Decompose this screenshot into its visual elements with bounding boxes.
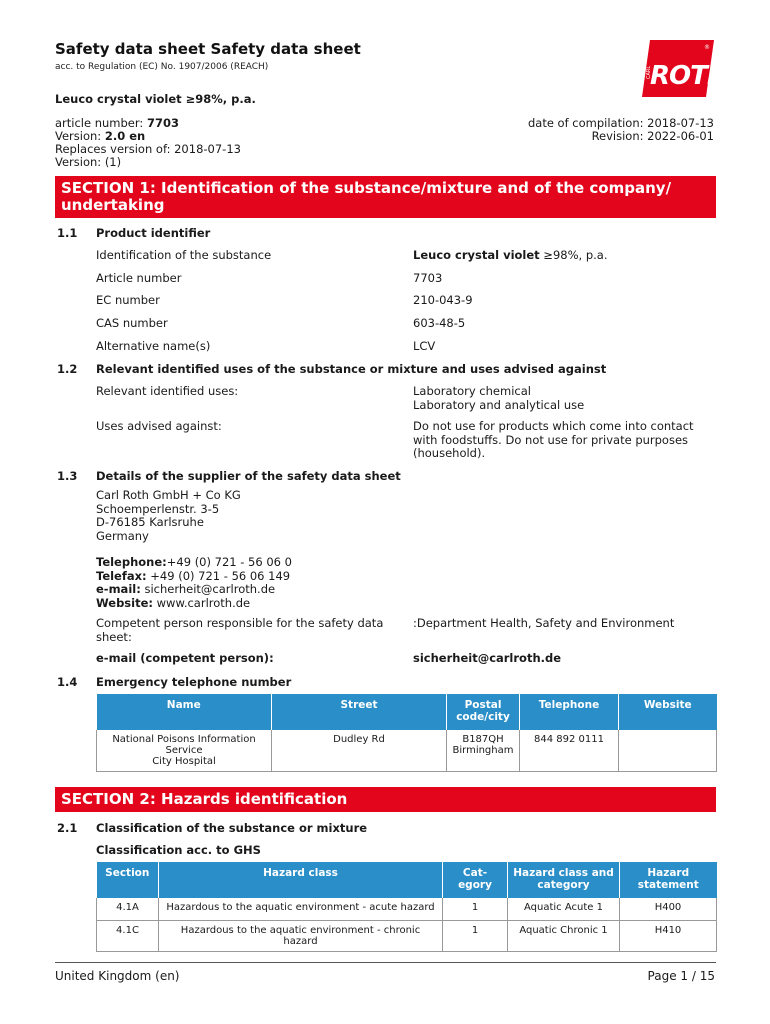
identified-uses-label: Relevant identified uses: <box>96 384 239 398</box>
ec-number-label: EC number <box>96 293 160 307</box>
table-row <box>97 898 717 920</box>
subsection-1-3-title: Details of the supplier of the safety data sheet <box>96 469 401 483</box>
subsection-1-1-title: Product identifier <box>96 226 211 240</box>
svg-text:ROTH: ROT <box>650 61 707 91</box>
subsection-1-1-number: 1.1 <box>57 226 78 240</box>
table-row <box>97 730 717 772</box>
revision-date: Revision: 2022-06-01 <box>591 129 714 143</box>
cell-statement: H410 <box>620 920 717 951</box>
subsection-1-3-number: 1.3 <box>57 469 78 483</box>
cell-class-category: Aquatic Chronic 1 <box>508 920 620 951</box>
cell-category: 1 <box>443 898 508 920</box>
product-name: Leuco crystal violet ≥98%, p.a. <box>55 92 256 106</box>
competent-person-label: Competent person responsible for the safety data sheet: <box>96 616 384 644</box>
subsection-1-2-number: 1.2 <box>57 362 78 376</box>
regulation-subtitle: acc. to Regulation (EC) No. 1907/2006 (REACH) <box>55 62 269 72</box>
subsection-2-1-number: 2.1 <box>57 821 78 835</box>
alternative-name-label: Alternative name(s) <box>96 339 211 353</box>
version-value: 2.0 en <box>104 129 146 143</box>
cas-number-label: CAS number <box>96 316 168 330</box>
column-header-website: Website <box>619 694 717 730</box>
supplier-contacts: Telephone:+49 (0) 721 - 56 06 0 Telefax: +49 (0) 721 - 56 06 149 e-mail: sicherheit@carlroth.de Website: www.carlroth.de <box>96 555 292 610</box>
ghs-classification-title: Classification acc. to GHS <box>96 843 261 857</box>
section-1-header: SECTION 1: Identification of the substance/mixture and of the company/ undertaking <box>55 176 716 218</box>
column-header-statement: Hazard statement <box>620 862 717 898</box>
table-row <box>97 920 717 951</box>
subsection-1-4-title: Emergency telephone number <box>96 675 292 689</box>
hazard-classification-table <box>96 862 717 952</box>
document-meta-left <box>55 117 241 169</box>
cell-name: National Poisons Information Service City Hospital <box>97 730 272 772</box>
subsection-1-4-number: 1.4 <box>57 675 78 689</box>
article-value: 7703 <box>146 116 179 130</box>
column-header-hazard-class: Hazard class <box>159 862 443 898</box>
column-header-street: Street <box>272 694 447 730</box>
cell-postal: B187QH Birmingham <box>447 730 520 772</box>
subsection-1-2-title: Relevant identified uses of the substance or mixture and uses advised against <box>96 362 607 376</box>
cell-class-category: Aquatic Acute 1 <box>508 898 620 920</box>
replaces-version: Replaces version of: 2018-07-13 <box>55 142 241 156</box>
website-link[interactable]: www.carlroth.de <box>153 595 251 610</box>
subsection-2-1-title: Classification of the substance or mixture <box>96 821 368 835</box>
cell-hazard-class: Hazardous to the aquatic environment - acute hazard <box>159 898 443 920</box>
competent-email-label: e-mail (competent person): <box>96 651 274 665</box>
ec-number-value: 210-043-9 <box>413 293 473 307</box>
carl-roth-logo <box>642 40 714 97</box>
footer-locale: United Kingdom (en) <box>55 969 180 983</box>
identification-value: Leuco crystal violet ≥98%, p.a. <box>413 248 608 262</box>
article-number-value: 7703 <box>413 271 443 285</box>
column-header-section: Section <box>97 862 159 898</box>
svg-text:CARL: CARL <box>646 65 652 79</box>
column-header-name: Name <box>97 694 272 730</box>
cell-telephone: 844 892 0111 <box>520 730 619 772</box>
document-title: Safety data sheet Safety data sheet <box>55 40 361 58</box>
competent-email-value[interactable]: sicherheit@carlroth.de <box>413 651 562 665</box>
cell-section: 4.1C <box>97 920 159 951</box>
column-header-telephone: Telephone <box>520 694 619 730</box>
document-meta-right <box>528 117 714 143</box>
svg-text:®: ® <box>704 44 710 51</box>
telephone-value: +49 (0) 721 - 56 06 0 <box>166 555 292 569</box>
cas-number-value: 603-48-5 <box>413 316 466 330</box>
competent-person-value: :Department Health, Safety and Environment <box>413 616 675 630</box>
cell-website <box>619 730 717 772</box>
column-header-category: Cat-egory <box>443 862 508 898</box>
cell-statement: H400 <box>620 898 717 920</box>
email-link[interactable]: sicherheit@carlroth.de <box>140 582 276 596</box>
column-header-postal: Postal code/city <box>447 694 520 730</box>
uses-advised-against-value: Do not use for products which come into contact with foodstuffs. Do not use for private purposes (household). <box>413 419 694 460</box>
section-2-header: SECTION 2: Hazards identification <box>55 787 716 812</box>
alternative-name-value: LCV <box>413 339 436 353</box>
version-label: Version: <box>55 129 105 143</box>
cell-street: Dudley Rd <box>272 730 447 772</box>
cell-category: 1 <box>443 920 508 951</box>
column-header-class-category: Hazard class and category <box>508 862 620 898</box>
article-label: article number: <box>55 116 147 130</box>
cell-section: 4.1A <box>97 898 159 920</box>
identified-uses-value: Laboratory chemical Laboratory and analytical use <box>413 384 585 412</box>
telefax-value: +49 (0) 721 - 56 06 149 <box>146 568 291 583</box>
page-number: Page 1 / 15 <box>647 969 715 983</box>
identification-label: Identification of the substance <box>96 248 272 262</box>
supplier-address: Carl Roth GmbH + Co KG Schoemperlenstr. 3-5 D-76185 Karlsruhe Germany <box>96 488 241 543</box>
emergency-contacts-table <box>96 694 717 772</box>
uses-advised-against-label: Uses advised against: <box>96 419 222 433</box>
footer-divider <box>55 962 716 963</box>
article-number-label: Article number <box>96 271 182 285</box>
old-version: Version: (1) <box>55 155 122 169</box>
compilation-date: date of compilation: 2018-07-13 <box>527 116 714 130</box>
cell-hazard-class: Hazardous to the aquatic environment - chronic hazard <box>159 920 443 951</box>
